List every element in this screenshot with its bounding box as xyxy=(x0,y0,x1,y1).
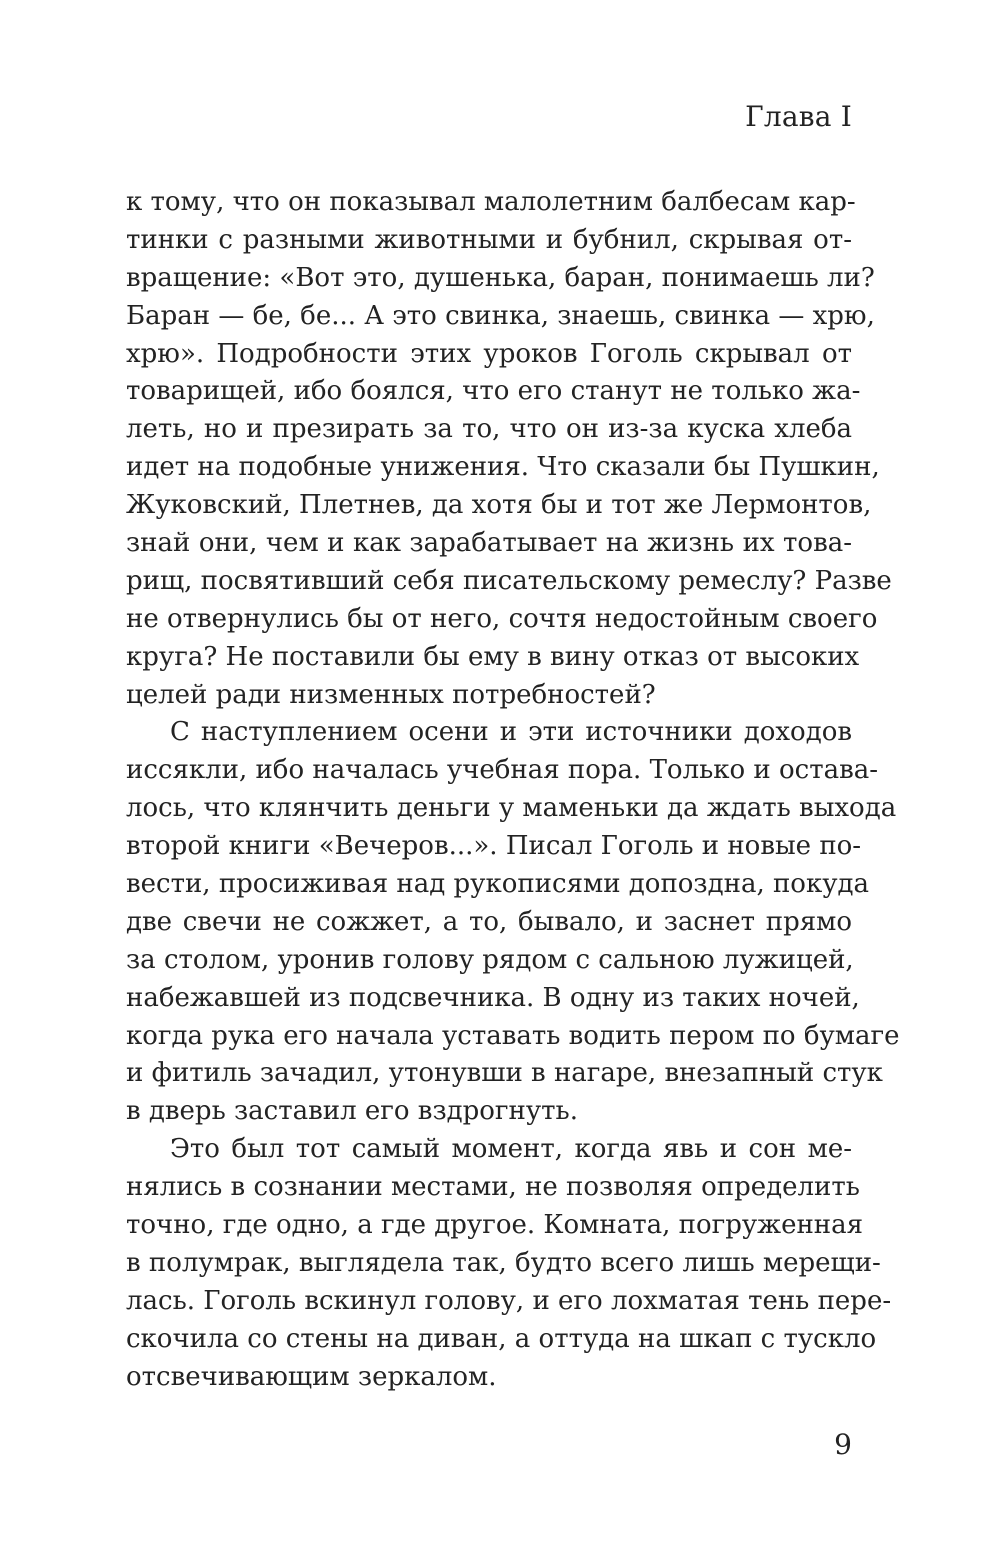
text-line: и фитиль зачадил, утонувши в нагаре, внезапный стук xyxy=(126,1058,883,1089)
text-line: отсвечивающим зеркалом. xyxy=(126,1361,497,1392)
text-line: Жуковский, Плетнев, да хотя бы и тот же Лермонтов, xyxy=(126,490,872,521)
text-line: С наступлением осени и эти источники доходов xyxy=(170,717,852,748)
text-line: круга? Не поставили бы ему в вину отказ от высоких xyxy=(126,641,860,672)
text-line: тинки с разными животными и бубнил, скрывая от- xyxy=(126,224,852,255)
text-line: товарищей, ибо боялся, что его станут не только жа- xyxy=(126,376,861,407)
body-text xyxy=(126,184,900,1397)
text-line: вести, просиживая над рукописями допоздна, покуда xyxy=(126,869,870,900)
text-line: лось, что клянчить деньги у маменьки да ждать выхода xyxy=(126,793,897,824)
text-line: знай они, чем и как зарабатывает на жизнь их това- xyxy=(126,528,852,559)
text-line: точно, где одно, а где другое. Комната, погруженная xyxy=(126,1210,864,1241)
text-line: нялись в сознании местами, не позволяя определить xyxy=(126,1172,860,1203)
text-line: иссякли, ибо началась учебная пора. Только и остава- xyxy=(126,755,879,786)
text-line: в полумрак, выглядела так, будто всего лишь мерещи- xyxy=(126,1247,881,1278)
text-line: две свечи не сожжет, а то, бывало, и заснет прямо xyxy=(126,906,852,937)
text-line: леть, но и презирать за то, что он из-за куска хлеба xyxy=(126,414,852,445)
text-line: вращение: «Вот это, душенька, баран, понимаешь ли? xyxy=(126,262,875,293)
text-line: Это был тот самый момент, когда явь и сон ме- xyxy=(170,1134,852,1165)
text-line: хрю». Подробности этих уроков Гоголь скрывал от xyxy=(126,338,852,369)
text-line: Баран — бе, бе... А это свинка, знаешь, свинка — хрю, xyxy=(126,300,875,331)
text-line: не отвернулись бы от него, сочтя недостойным своего xyxy=(126,603,878,634)
text-line: целей ради низменных потребностей? xyxy=(126,679,656,710)
text-line: в дверь заставил его вздрогнуть. xyxy=(126,1096,578,1127)
text-line: идет на подобные унижения. Что сказали бы Пушкин, xyxy=(126,452,880,483)
text-line: за столом, уронив голову рядом с сальною лужицей, xyxy=(126,944,854,975)
page-number: 9 xyxy=(834,1428,852,1461)
text-line: второй книги «Вечеров...». Писал Гоголь и новые по- xyxy=(126,831,862,862)
text-line: лась. Гоголь вскинул голову, и его лохматая тень пере- xyxy=(126,1285,892,1316)
running-head-chapter: Глава I xyxy=(745,100,852,133)
text-line: набежавшей из подсвечника. В одну из таких ночей, xyxy=(126,982,860,1013)
text-line: рищ, посвятивший себя писательскому ремеслу? Разве xyxy=(126,565,892,596)
text-line: скочила со стены на диван, а оттуда на шкап с тускло xyxy=(126,1323,877,1354)
text-line: к тому, что он показывал малолетним балбесам кар- xyxy=(126,187,856,217)
text-line: когда рука его начала уставать водить пером по бумаге xyxy=(126,1020,900,1051)
